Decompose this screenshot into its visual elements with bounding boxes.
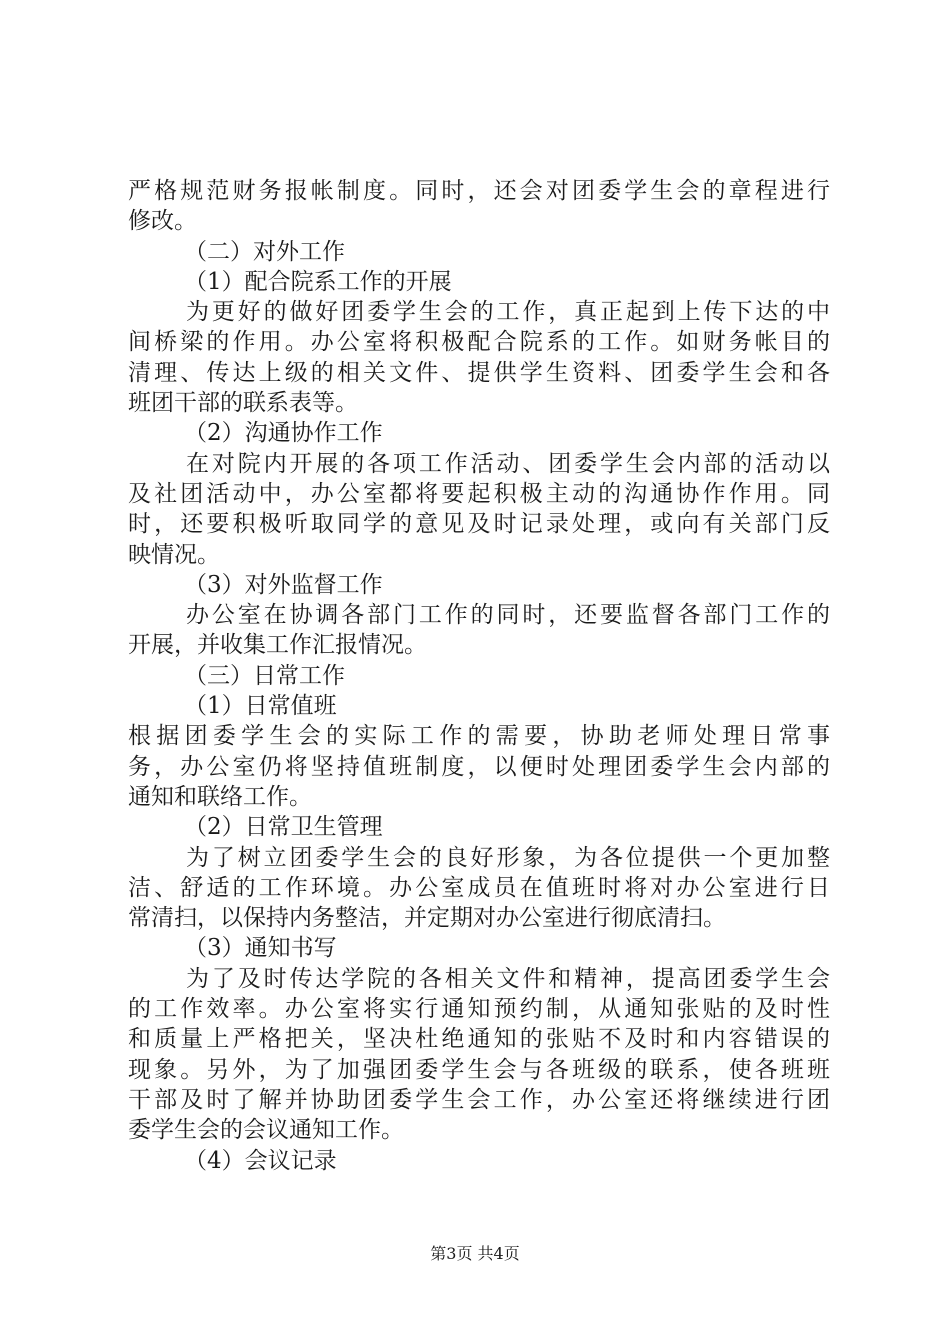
subsection-heading: （4）会议记录 <box>184 1147 337 1174</box>
text-line: 严格规范财务报帐制度。同时，还会对团委学生会的章程进行 <box>128 178 830 204</box>
text-line: 委学生会的会议通知工作。 <box>128 1117 404 1144</box>
text-line: 映情况。 <box>128 541 220 568</box>
page-number-footer: 第3页 共4页 <box>430 1244 520 1263</box>
text-line: 根据团委学生会的实际工作的需要，协助老师处理日常事 <box>128 723 830 750</box>
text-line: 为更好的做好团委学生会的工作，真正起到上传下达的中 <box>186 299 830 326</box>
subsection-heading: （3）通知书写 <box>184 935 337 962</box>
section-heading: （二）对外工作 <box>184 238 345 265</box>
subsection-heading: （3）对外监督工作 <box>184 571 383 598</box>
text-line: 办公室在协调各部门工作的同时，还要监督各部门工作的 <box>186 602 830 629</box>
text-line: 务，办公室仍将坚持值班制度，以便时处理团委学生会内部的 <box>128 753 830 780</box>
text-line: 干部及时了解并协助团委学生会工作，办公室还将继续进行团 <box>128 1086 830 1113</box>
text-line: 在对院内开展的各项工作活动、团委学生会内部的活动以 <box>186 450 830 477</box>
text-line: 通知和联络工作。 <box>128 783 312 810</box>
subsection-heading: （1）配合院系工作的开展 <box>184 268 452 295</box>
text-line: 常清扫，以保持内务整洁，并定期对办公室进行彻底清扫。 <box>128 905 726 932</box>
text-line: 现象。另外，为了加强团委学生会与各班级的联系，使各班班 <box>128 1056 830 1083</box>
text-line: 时，还要积极听取同学的意见及时记录处理，或向有关部门反 <box>128 511 830 538</box>
document-body <box>128 176 830 1176</box>
subsection-heading: （1）日常值班 <box>184 693 337 720</box>
text-line: 洁、舒适的工作环境。办公室成员在值班时将对办公室进行日 <box>128 874 830 901</box>
text-line: 及社团活动中，办公室都将要起积极主动的沟通协作作用。同 <box>128 480 830 507</box>
text-line: 修改。 <box>128 208 197 235</box>
text-line: 清理、传达上级的相关文件、提供学生资料、团委学生会和各 <box>128 359 830 386</box>
text-line: 间桥梁的作用。办公室将积极配合院系的工作。如财务帐目的 <box>128 329 830 356</box>
text-line: 开展，并收集工作汇报情况。 <box>128 632 427 659</box>
text-line: 和质量上严格把关，坚决杜绝通知的张贴不及时和内容错误的 <box>128 1026 830 1053</box>
section-heading: （三）日常工作 <box>184 662 345 689</box>
text-line: 的工作效率。办公室将实行通知预约制，从通知张贴的及时性 <box>128 996 830 1023</box>
subsection-heading: （2）沟通协作工作 <box>184 420 383 447</box>
text-line: 为了树立团委学生会的良好形象，为各位提供一个更加整 <box>186 844 830 871</box>
text-line: 为了及时传达学院的各相关文件和精神，提高团委学生会 <box>186 965 830 992</box>
subsection-heading: （2）日常卫生管理 <box>184 814 383 841</box>
text-line: 班团干部的联系表等。 <box>128 390 358 417</box>
